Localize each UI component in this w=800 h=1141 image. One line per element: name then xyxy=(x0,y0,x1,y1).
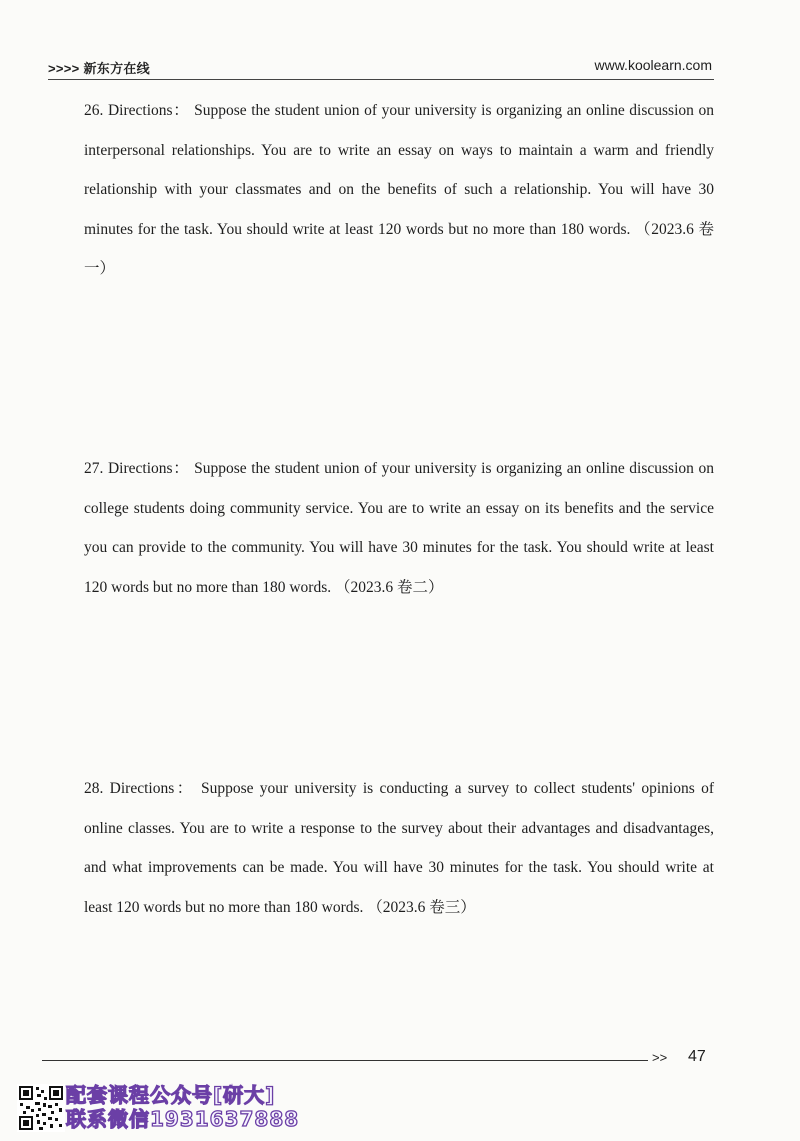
question-26 xyxy=(84,91,714,289)
footer-divider xyxy=(42,1060,648,1061)
question-text: Suppose the student union of your university is organizing an online discussion on college students doing community service. You are to write an essay on its benefits and the service you can provide to the community. You will have 30 minutes for the task. You should write at least 120 words but no more than 180 words. （2023.6 卷二） xyxy=(84,460,714,596)
header-website-link[interactable]: www.koolearn.com xyxy=(594,57,712,73)
watermark-line-1: 配套课程公众号[研大] xyxy=(66,1083,276,1107)
qr-code-icon[interactable] xyxy=(17,1084,65,1132)
header-brand: >>>> 新东方在线 xyxy=(48,61,150,76)
question-28 xyxy=(84,769,714,927)
question-text: Suppose your university is conducting a survey to collect students' opinions of online classes. You are to write a response to the survey about their advantages and disadvantages, and what improvements can be made. You will have 30 minutes for the task. You should write at least 120 words but no more than 180 words. （2023.6 卷三） xyxy=(84,780,714,916)
page-number: 47 xyxy=(688,1048,706,1065)
question-label: 26. Directions： xyxy=(84,102,190,119)
question-text: Suppose the student union of your university is organizing an online discussion on interpersonal relationships. You are to write an essay on ways to maintain a warm and friendly relationship with your classmates and on the benefits of such a relationship. You will have 30 minutes for the task. You should write at least 120 words but no more than 180 words. （2023.6 卷一） xyxy=(84,102,714,278)
question-27 xyxy=(84,449,714,607)
watermark-stamp xyxy=(66,1083,316,1131)
question-label: 27. Directions： xyxy=(84,460,190,477)
header-divider xyxy=(48,79,714,80)
question-label: 28. Directions： xyxy=(84,780,195,797)
page-header xyxy=(48,56,712,78)
footer-arrow: >> xyxy=(652,1050,668,1065)
watermark-line-2: 联系微信1931637888 xyxy=(66,1107,300,1131)
